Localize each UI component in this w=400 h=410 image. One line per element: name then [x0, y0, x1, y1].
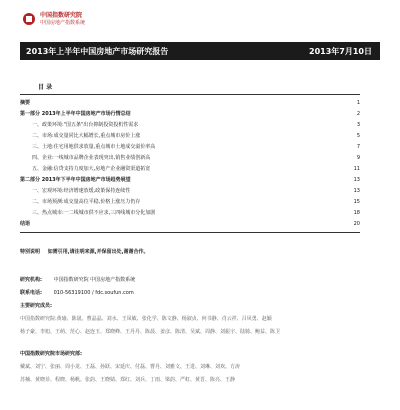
org-label: 研究机构: — [20, 277, 42, 283]
toc-row[interactable] — [20, 208, 360, 218]
authors-label: 主要研究成员: — [20, 303, 53, 309]
toc-row[interactable] — [20, 131, 360, 141]
notice — [20, 248, 148, 257]
logo-line-2: 中国房地产指数系统 — [40, 20, 86, 26]
toc-row-text: 第二部分 2013年下半年中国房地产市场趋势展望 — [20, 177, 131, 183]
org-value: 中国指数研究院 中国房地产指数系统 — [53, 277, 136, 283]
toc-row-text: 一、政策环境:"国五条"出台抑制投资投机性需求 — [32, 122, 139, 128]
report-date: 2013年7月10日 — [309, 47, 372, 56]
toc-row-page: 11 — [353, 166, 360, 172]
toc-row-page: 18 — [353, 210, 360, 216]
authors-line-1: 中国指数研究院:黄瑜、陈晟、曹晶晶、刘水、王凤敏、张化学、陈文静、杨淑贞、何书静、肖云祥、吕风勇、赵颖 — [20, 316, 272, 322]
toc-row[interactable] — [20, 186, 360, 196]
toc-row-page: 13 — [353, 177, 360, 183]
tel-line — [20, 289, 134, 298]
notice-label: 特别说明 — [20, 249, 41, 255]
toc-row-text: 二、市场预测:成交量高位平稳,价格上涨压力仍存 — [32, 199, 141, 205]
report-banner — [20, 42, 380, 60]
toc-row-page: 2 — [356, 111, 360, 117]
toc-row-page: 7 — [356, 144, 360, 150]
toc-row[interactable] — [20, 164, 360, 174]
tel-value: 010-56319100 / fdc.soufun.com — [53, 290, 134, 296]
team-line-2: 苏楠、黄晓菲、程晓、杨帆、张韵、王晓婧、郑红、刘兵、丁雨、梁韵、严虹、黄晋、陈亮、王静 — [20, 377, 236, 383]
toc-row-page: 15 — [353, 199, 360, 205]
toc-row[interactable] — [20, 175, 360, 185]
toc-row[interactable] — [20, 120, 360, 130]
toc-row-page: 9 — [356, 155, 360, 161]
toc-bottom-rule — [20, 232, 360, 233]
authors-line-2: 杨子豪、李旭、王萌、范心、赵连玉、郑晓峰、王丹丹、陈晨、姜彦、陈清、吴斌、周静、刘振宇、陆骑、鲍益、陈卫 — [20, 329, 281, 335]
toc-row[interactable] — [20, 109, 360, 119]
notice-text: 如需引用,请注明来源,并保留出处,谢谢合作。 — [47, 249, 149, 255]
toc-row-page: 20 — [353, 221, 360, 227]
toc-row-text: 一、宏观环境:经济增速放缓,政策保持连续性 — [32, 188, 131, 194]
toc-row-text: 结语 — [20, 221, 31, 227]
org-line — [20, 276, 135, 285]
toc-row-text: 第一部分 2013年上半年中国房地产市场行情总结 — [20, 111, 131, 117]
toc-row[interactable] — [20, 197, 360, 207]
team-line-1: 戴斌、刘宁、张丽、周小龙、王磊、孙跃、宋延庆、付磊、曹丹、刘雅文、王进、刘琳、刘欢、方涛 — [20, 364, 241, 370]
logo-mark-icon — [22, 12, 36, 26]
logo — [22, 10, 112, 32]
toc-row-text: 二、市场:成交量同比大幅增长,重点城市房价上涨 — [32, 133, 141, 139]
toc-heading: 目 录 — [38, 84, 53, 91]
tel-label: 联系电话: — [20, 290, 42, 296]
toc-row-text: 三、热点城市:一二线城市供不应求,三四线城市分化加剧 — [32, 210, 156, 216]
toc-row-text: 三、土地:住宅用地供求放量,重点城市土地成交溢价率高 — [32, 144, 156, 150]
toc-row-text: 四、企业:一线城市品牌企业表现突出,销售业绩创新高 — [32, 155, 151, 161]
toc-row[interactable] — [20, 219, 360, 229]
toc-top-rule — [20, 94, 360, 95]
toc-row[interactable] — [20, 98, 360, 108]
toc-row-page: 5 — [356, 133, 360, 139]
toc-row-text: 五、金融:信贷支持力度加大,房地产企业融资渠道拓宽 — [32, 166, 151, 172]
report-title: 2013年上半年中国房地产市场研究报告 — [26, 47, 169, 56]
toc-row-page: 13 — [353, 188, 360, 194]
team-label: 中国指数研究院市场研究部: — [20, 351, 83, 357]
toc-row[interactable] — [20, 142, 360, 152]
toc-row-page: 3 — [356, 122, 360, 128]
toc-row-text: 摘要 — [20, 100, 31, 106]
toc-row-page: 1 — [356, 100, 360, 106]
logo-line-1: 中国指数研究院 — [40, 12, 83, 19]
toc-row[interactable] — [20, 153, 360, 163]
